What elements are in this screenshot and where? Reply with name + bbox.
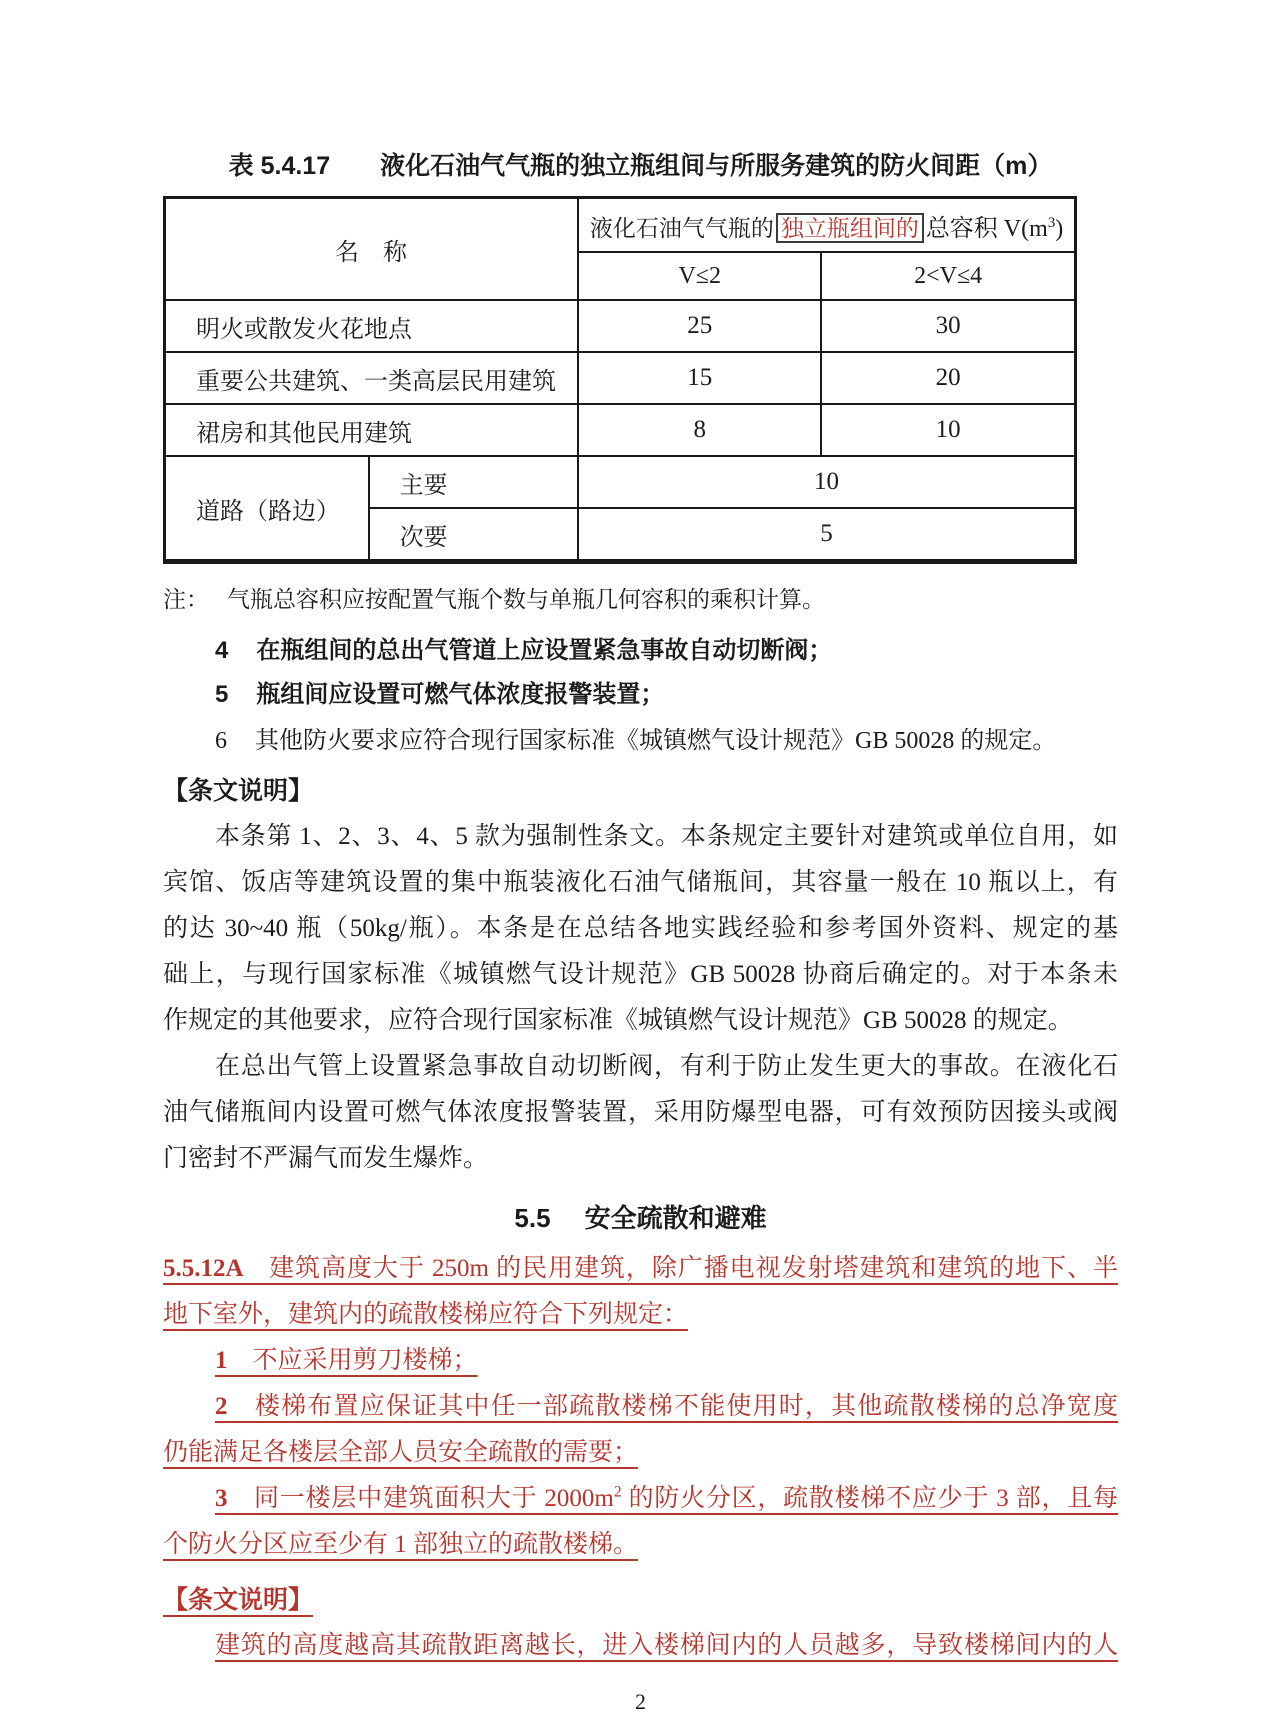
page-number: 2 (635, 1689, 646, 1714)
clause-6 (163, 726, 1118, 756)
paragraph-line: 本条第 1、2、3、4、5 款为强制性条文。本条规定主要针对建筑或单位自用，如 (215, 823, 1118, 850)
clause-5-5-12a-number: 5.5.12A (163, 1255, 270, 1282)
column-header-capacity (578, 198, 1075, 253)
subclause-3-text-a: 同一楼层中建筑面积大于 2000m (254, 1485, 614, 1512)
cell-value: 5 (578, 508, 1075, 562)
subclause-1 (163, 1338, 1118, 1384)
capacity-header-close: ) (1055, 215, 1064, 242)
row-name-podium-buildings: 裙房和其他民用建筑 (165, 404, 579, 456)
clause-5-5-12a-line-2: 地下室外，建筑内的疏散楼梯应符合下列规定： (163, 1301, 689, 1328)
section-number: 5.5 (514, 1203, 551, 1233)
subclause-1-text: 不应采用剪刀楼梯； (252, 1347, 478, 1374)
clause-5-5-12a-text: 建筑高度大于 250m 的民用建筑，除广播电视发射塔建筑和建筑的地下、半 (269, 1255, 1118, 1282)
column-header-2-lt-v-le-4: 2<V≤4 (821, 252, 1075, 300)
table-row (165, 456, 1076, 508)
table-title (163, 150, 1118, 182)
table-header-row-1 (165, 198, 1076, 253)
cell-value: 25 (578, 300, 821, 352)
paragraph-line: 宾馆、饭店等建筑设置的集中瓶装液化石油气储瓶间，其容量一般在 10 瓶以上，有 (163, 869, 1118, 896)
subclause-2-text: 楼梯布置应保证其中任一部疏散楼梯不能使用时，其他疏散楼梯的总净宽度 (254, 1393, 1118, 1420)
paragraph-line: 础上，与现行国家标准《城镇燃气设计规范》GB 50028 协商后确定的。对于本条未 (163, 961, 1118, 988)
clause-4 (163, 636, 1118, 666)
explanation-heading (163, 776, 1118, 806)
subclause-2-line-2: 仍能满足各楼层全部人员安全疏散的需要； (163, 1439, 639, 1466)
row-name-open-flame: 明火或散发火花地点 (165, 300, 579, 352)
cell-value: 20 (821, 352, 1075, 404)
paragraph-line: 油气储瓶间内设置可燃气体浓度报警装置，采用防爆型电器，可有效预防因接头或阀 (163, 1099, 1118, 1126)
paragraph-line: 在总出气管上设置紧急事故自动切断阀，有利于防止发生更大的事故。在液化石 (215, 1053, 1118, 1080)
subclause-3-number: 3 (215, 1485, 255, 1512)
fire-spacing-table (163, 196, 1077, 564)
explanation-paragraph-2 (163, 1044, 1118, 1182)
table-row (165, 352, 1076, 404)
row-sub-secondary-road: 次要 (369, 508, 579, 562)
clause-5-text: 瓶组间应设置可燃气体浓度报警装置； (256, 681, 665, 708)
note-text: 气瓶总容积应按配置气瓶个数与单瓶几何容积的乘积计算。 (227, 586, 825, 612)
cell-value: 30 (821, 300, 1075, 352)
cell-value: 10 (821, 404, 1075, 456)
section-heading (163, 1200, 1118, 1236)
explanation-2-heading (163, 1577, 1118, 1623)
capacity-header-boxed-revision: 独立瓶组间的 (776, 213, 924, 243)
paragraph-line: 的达 30~40 瓶（50kg/瓶）。本条是在总结各地实践经验和参考国外资料、规定的基 (163, 915, 1118, 942)
explanation-paragraph-1 (163, 814, 1118, 1044)
capacity-header-prefix: 液化石油气气瓶的 (589, 214, 774, 241)
clause-5-5-12a (163, 1246, 1118, 1568)
clause-5 (163, 680, 1118, 710)
clause-5-5-12a-line-1 (163, 1246, 1118, 1292)
clause-6-number: 6 (215, 728, 227, 754)
subclause-2-number: 2 (215, 1393, 255, 1420)
row-sub-main-road: 主要 (369, 456, 579, 508)
paragraph-line: 门密封不严漏气而发生爆炸。 (163, 1145, 489, 1172)
row-name-public-buildings: 重要公共建筑、一类高层民用建筑 (165, 352, 579, 404)
clause-4-number: 4 (215, 637, 229, 664)
explanation-2-heading-text: 【条文说明】 (163, 1586, 314, 1614)
subclause-3-line-1 (163, 1476, 1118, 1522)
cell-value: 8 (578, 404, 821, 456)
subclause-3-text-b: 的防火分区，疏散楼梯不应少于 3 部，且每 (621, 1485, 1118, 1512)
clause-4-text: 在瓶组间的总出气管道上应设置紧急事故自动切断阀； (256, 637, 833, 664)
table-title-text: 表 5.4.17 液化石油气气瓶的独立瓶组间与所服务建筑的防火间距（m） (228, 152, 1053, 180)
subclause-3-line-2: 个防火分区应至少有 1 部独立的疏散楼梯。 (163, 1531, 639, 1558)
capacity-header-superscript: 3 (1047, 214, 1056, 231)
explanation-2-line: 建筑的高度越高其疏散距离越长，进入楼梯间内的人员越多，导致楼梯间内的人 (215, 1632, 1118, 1659)
section-title: 安全疏散和避难 (584, 1203, 767, 1233)
table-row (165, 300, 1076, 352)
subclause-3-superscript: 2 (613, 1483, 622, 1501)
subclause-1-number: 1 (215, 1347, 253, 1374)
cell-value: 10 (578, 456, 1075, 508)
row-name-road: 道路（路边） (165, 456, 369, 562)
clause-6-text: 其他防火要求应符合现行国家标准《城镇燃气设计规范》GB 50028 的规定。 (255, 728, 1057, 754)
paragraph-line: 作规定的其他要求，应符合现行国家标准《城镇燃气设计规范》GB 50028 的规定。 (163, 1007, 1073, 1034)
clause-5-number: 5 (215, 681, 229, 708)
column-header-v-le-2: V≤2 (578, 252, 821, 300)
table-row (165, 404, 1076, 456)
subclause-2-line-1 (163, 1384, 1118, 1430)
capacity-header-suffix: 总容积 V(m (925, 215, 1048, 242)
note-label: 注： (163, 586, 209, 612)
explanation-heading-text: 【条文说明】 (163, 777, 314, 805)
column-header-name: 名 称 (165, 198, 579, 301)
table-note (163, 584, 1118, 614)
cell-value: 15 (578, 352, 821, 404)
